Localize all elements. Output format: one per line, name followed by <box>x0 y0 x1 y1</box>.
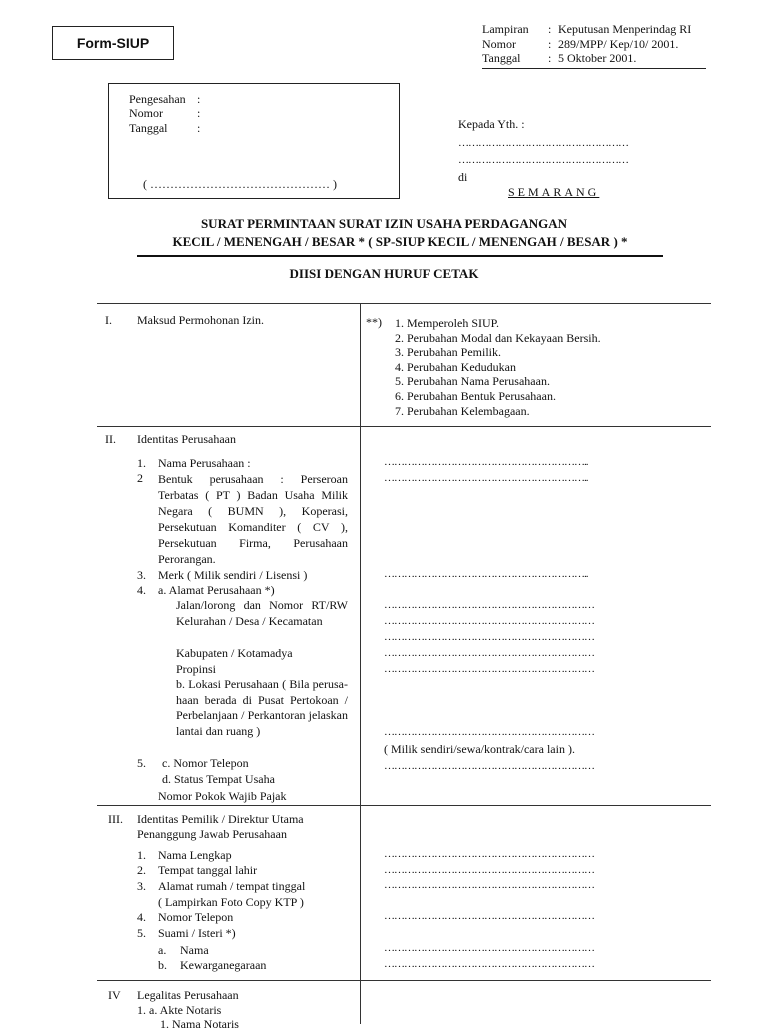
section-number: III. <box>108 812 123 826</box>
lampiran-underline <box>482 68 706 69</box>
fill-line[interactable]: ……………………………………………………… <box>384 879 594 891</box>
fill-line[interactable]: ……………………………………………………… <box>384 910 594 922</box>
item-sublabel: Jalan/lorong dan Nomor RT/RW Kelurahan / Desa / Kecamatan <box>176 598 348 628</box>
item-label: Bentuk perusahaan : Perseroan Terbatas ( PT ) Badan Usaha Milik Negara ( BUMN ), Koperasi, Persekutuan Komanditer ( CV ), Persekutuan Firma, Perusahaan Perorangan. <box>158 472 348 566</box>
option-item[interactable]: 2. Perubahan Modal dan Kekayaan Bersih. <box>395 330 601 345</box>
item-label: Tempat tanggal lahir <box>158 863 258 877</box>
item-number: 2 <box>137 471 143 485</box>
recipient-label: Kepada Yth. : <box>458 117 525 131</box>
pengesahan-row <box>129 106 200 121</box>
item-number: b. <box>158 958 167 972</box>
section-number: I. <box>105 313 112 327</box>
fill-line[interactable]: …………………………………………………….. <box>384 472 588 484</box>
fill-line[interactable]: ……………………………………………………… <box>384 848 594 860</box>
pengesahan-key: Nomor <box>129 106 163 120</box>
recipient-line: …………………………………………… <box>458 154 628 166</box>
item-label: Kewarganegaraan <box>180 958 267 972</box>
section-number: IV <box>108 988 121 1002</box>
option-item[interactable]: 5. Perubahan Nama Perusahaan. <box>395 374 550 389</box>
options-marker: **) <box>366 315 382 329</box>
item-number: 4. <box>137 583 146 597</box>
pengesahan-key: Pengesahan <box>129 92 186 106</box>
fill-line[interactable]: ……………………………………………………… <box>384 615 594 627</box>
item-number: 1. <box>137 848 146 862</box>
recipient-block <box>458 117 628 185</box>
fill-line[interactable]: ……………………………………………………… <box>384 663 594 675</box>
item-number: 3. <box>137 879 146 893</box>
item-number: 1. <box>137 456 146 470</box>
title-underline <box>137 255 663 257</box>
pengesahan-box <box>108 83 400 199</box>
option-item[interactable]: 3. Perubahan Pemilik. <box>395 345 501 360</box>
purpose-options <box>395 316 601 418</box>
table-line <box>97 303 711 304</box>
fill-line[interactable]: ……………………………………………………… <box>384 958 594 970</box>
separator: : <box>197 106 201 120</box>
item-number: 5. <box>137 926 146 940</box>
recipient-di: di <box>458 170 468 184</box>
item-label: d. Status Tempat Usaha <box>162 772 275 786</box>
table-line <box>97 980 711 981</box>
item-label: c. Nomor Telepon <box>162 756 249 770</box>
item-number: a. <box>158 943 167 957</box>
fill-line[interactable]: …………………………………………………….. <box>384 456 588 468</box>
item-label: Nama <box>180 943 209 957</box>
item-label: Suami / Isteri *) <box>158 926 236 940</box>
item-sublabel: Kabupaten / Kotamadya <box>176 646 293 660</box>
fill-line[interactable]: ……………………………………………………… <box>384 864 594 876</box>
item-number: 5. <box>137 756 146 770</box>
item-label: Nama Perusahaan : <box>158 456 251 470</box>
signature-line: ( ……………………………………… ) <box>143 177 337 191</box>
lampiran-key: Tanggal <box>482 51 521 65</box>
lampiran-block <box>482 22 691 66</box>
recipient-line: …………………………………………… <box>458 137 628 149</box>
option-item[interactable]: 7. Perubahan Kelembagaan. <box>395 403 530 418</box>
separator: : <box>548 22 552 36</box>
fill-line[interactable]: ……………………………………………………… <box>384 726 594 738</box>
recipient-city: SEMARANG <box>508 185 600 199</box>
table-divider <box>360 303 361 1024</box>
section-number: II. <box>105 432 116 446</box>
status-note: ( Milik sendiri/sewa/kontrak/cara lain ). <box>384 742 575 756</box>
item-number: 2. <box>137 863 146 877</box>
lampiran-value: 289/MPP/ Kep/10/ 2001. <box>558 36 679 51</box>
lampiran-value: Keputusan Menperindag RI <box>558 22 692 36</box>
item-label: Merk ( Milik sendiri / Lisensi ) <box>158 568 308 582</box>
fill-line[interactable]: ……………………………………………………… <box>384 647 594 659</box>
lampiran-row <box>482 51 691 66</box>
fill-line[interactable]: ……………………………………………………… <box>384 760 594 772</box>
item-label: a. Alamat Perusahaan *) <box>158 583 275 597</box>
form-label: Form-SIUP <box>52 26 174 60</box>
pengesahan-key: Tanggal <box>129 121 168 135</box>
item-label: Nomor Pokok Wajib Pajak <box>158 789 287 803</box>
form-subtitle: KECIL / MENENGAH / BESAR * ( SP-SIUP KECIL / MENENGAH / BESAR ) * <box>172 234 628 249</box>
lampiran-row <box>482 37 691 52</box>
item-sublabel: 1. Nama Notaris <box>160 1017 239 1031</box>
fill-line[interactable]: …………………………………………………….. <box>384 568 588 580</box>
item-label: 1. a. Akte Notaris <box>137 1003 222 1017</box>
option-item[interactable]: 6. Perubahan Bentuk Perusahaan. <box>395 388 556 403</box>
lampiran-row <box>482 22 691 37</box>
table-line <box>97 426 711 427</box>
item-sublabel: b. Lokasi Perusahaan ( Bila perusa- haan berada di Pusat Pertokoan / Perbelanjaan / Perkantoran jelaskan lantai dan ruang ) <box>176 677 348 738</box>
fill-line[interactable]: ……………………………………………………… <box>384 942 594 954</box>
pengesahan-row <box>129 121 200 136</box>
item-label: Alamat rumah / tempat tinggal <box>158 879 306 893</box>
separator: : <box>197 92 201 106</box>
fill-line[interactable]: ……………………………………………………… <box>384 631 594 643</box>
section-label: Identitas Perusahaan <box>137 432 236 446</box>
fill-line[interactable]: ……………………………………………………… <box>384 599 594 611</box>
section-label: Penanggung Jawab Perusahaan <box>137 827 287 841</box>
section-label: Identitas Pemilik / Direktur Utama <box>137 812 304 826</box>
item-label: Nama Lengkap <box>158 848 232 862</box>
item-label: Nomor Telepon <box>158 910 234 924</box>
item-number: 4. <box>137 910 146 924</box>
pengesahan-row <box>129 92 200 107</box>
lampiran-value: 5 Oktober 2001. <box>558 51 637 65</box>
option-item[interactable]: 4. Perubahan Kedudukan <box>395 359 516 374</box>
form-title: SURAT PERMINTAAN SURAT IZIN USAHA PERDAGANGAN <box>200 216 568 231</box>
item-number: 3. <box>137 568 146 582</box>
option-item[interactable]: 1. Memperoleh SIUP. <box>395 316 499 330</box>
separator: : <box>548 36 552 51</box>
lampiran-key: Nomor <box>482 36 516 51</box>
item-sublabel: Propinsi <box>176 662 217 676</box>
table-line <box>97 805 711 806</box>
separator: : <box>197 121 201 135</box>
section-label: Legalitas Perusahaan <box>137 988 239 1002</box>
item-label: ( Lampirkan Foto Copy KTP ) <box>158 895 304 909</box>
form-instruction: DIISI DENGAN HURUF CETAK <box>289 266 479 281</box>
separator: : <box>548 51 552 65</box>
lampiran-key: Lampiran <box>482 22 529 36</box>
section-label: Maksud Permohonan Izin. <box>137 313 264 327</box>
